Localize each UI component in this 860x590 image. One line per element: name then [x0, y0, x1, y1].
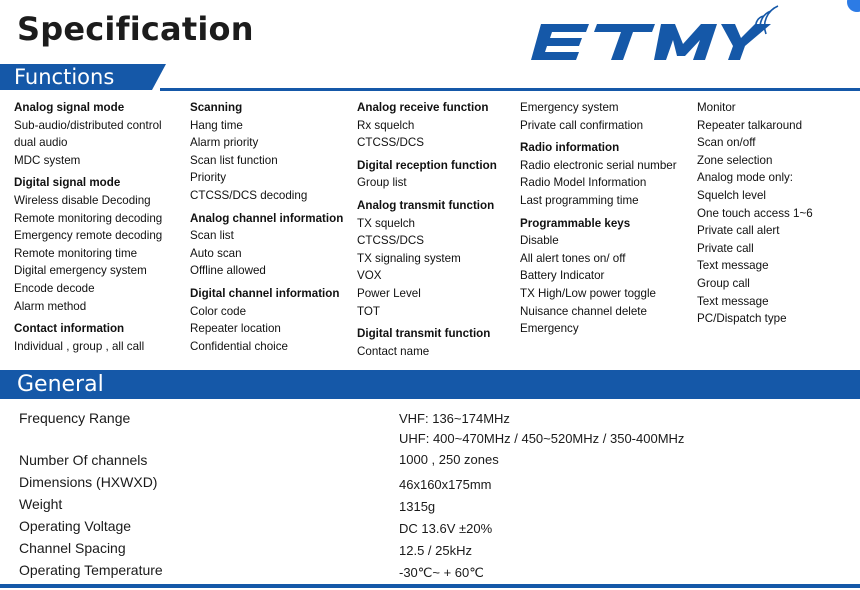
function-item: Scan on/off — [697, 136, 756, 150]
spec-label: Frequency Range — [19, 410, 131, 426]
function-item: Monitor — [697, 101, 736, 114]
function-item: Repeater location — [190, 322, 281, 336]
function-item: Encode decode — [14, 281, 95, 295]
function-item: Emergency — [520, 322, 579, 336]
function-item: Scan list function — [190, 153, 278, 167]
function-item: Private call — [697, 241, 754, 255]
function-item: Squelch level — [697, 188, 766, 202]
functions-column-2 — [190, 99, 343, 355]
spec-label: Operating Voltage — [19, 518, 132, 534]
function-item: Rx squelch — [357, 118, 415, 132]
function-item: Group list — [357, 176, 407, 190]
function-item: Remote monitoring decoding — [14, 211, 163, 225]
spec-label: Dimensions (HXWXD) — [19, 474, 158, 490]
spec-label: Channel Spacing — [19, 540, 126, 556]
function-group-heading: Digital signal mode — [14, 176, 121, 190]
general-header — [0, 370, 860, 399]
function-item: dual audio — [14, 136, 68, 150]
function-item: Priority — [190, 171, 227, 185]
spec-label: Number Of channels — [19, 452, 148, 468]
spec-value: 1000 , 250 zones — [399, 452, 499, 467]
spec-label: Operating Temperature — [19, 562, 163, 578]
function-item: One touch access 1~6 — [697, 206, 813, 220]
spec-value: -30℃~ + 60℃ — [399, 565, 484, 580]
etmy-logo — [527, 4, 789, 72]
function-group-heading: Contact information — [14, 322, 125, 336]
function-group-heading: Analog signal mode — [14, 101, 125, 114]
function-item: Disable — [520, 234, 559, 248]
spec-value: 1315g — [399, 499, 436, 514]
function-item: Auto scan — [190, 246, 242, 260]
function-item: Last programming time — [520, 193, 639, 207]
function-item: Alarm method — [14, 299, 87, 313]
function-item: TX High/Low power toggle — [520, 286, 656, 300]
function-item: Emergency system — [520, 101, 619, 114]
function-item: Sub-audio/distributed control — [14, 118, 162, 132]
function-item: Color code — [190, 304, 247, 318]
function-item: Scan list — [190, 229, 234, 243]
function-item: Battery Indicator — [520, 269, 605, 283]
function-item: Hang time — [190, 118, 243, 132]
functions-column-1 — [14, 99, 162, 355]
functions-header — [0, 64, 860, 90]
function-item: PC/Dispatch type — [697, 312, 787, 326]
function-item: Repeater talkaround — [697, 118, 803, 132]
function-item: Contact name — [357, 344, 430, 358]
function-group-heading: Scanning — [190, 101, 243, 114]
spec-value: 46x160x175mm — [399, 477, 492, 492]
function-item: Radio electronic serial number — [520, 158, 677, 172]
function-item: MDC system — [14, 153, 81, 167]
function-item: Group call — [697, 276, 750, 290]
function-item: Nuisance channel delete — [520, 304, 647, 318]
spec-value: UHF: 400~470MHz / 450~520MHz / 350-400MHz — [399, 431, 685, 446]
function-item: CTCSS/DCS — [357, 234, 424, 248]
function-item: All alert tones on/ off — [520, 251, 626, 265]
functions-column-4 — [520, 99, 677, 338]
function-item: TX squelch — [357, 216, 415, 230]
function-group-heading: Analog channel information — [190, 211, 344, 225]
function-item: CTCSS/DCS — [357, 136, 424, 150]
function-item: TOT — [357, 304, 380, 318]
functions-column-5 — [697, 99, 813, 328]
function-item: Individual , group , all call — [14, 339, 145, 353]
function-group-heading: Digital reception function — [357, 158, 497, 172]
spec-value: DC 13.6V ±20% — [399, 521, 493, 536]
function-group-heading: Radio information — [520, 141, 620, 155]
function-group-heading: Digital transmit function — [357, 327, 491, 341]
function-item: Confidential choice — [190, 339, 288, 353]
function-group-heading: Analog transmit function — [357, 198, 495, 212]
function-item: TX signaling system — [357, 251, 461, 265]
function-item: Power Level — [357, 286, 421, 300]
function-group-heading: Programmable keys — [520, 216, 631, 230]
function-item: Zone selection — [697, 153, 773, 167]
function-group-heading: Analog receive function — [357, 101, 489, 114]
function-item: Text message — [697, 259, 769, 273]
function-item: Private call alert — [697, 224, 780, 238]
functions-heading: Functions — [14, 65, 115, 89]
spec-label: Weight — [19, 496, 63, 512]
general-heading: General — [17, 372, 104, 397]
function-item: CTCSS/DCS decoding — [190, 188, 308, 202]
corner-badge — [847, 0, 860, 12]
function-item: VOX — [357, 269, 382, 283]
function-item: Alarm priority — [190, 136, 259, 150]
function-item: Text message — [697, 294, 769, 308]
function-item: Private call confirmation — [520, 118, 644, 132]
function-item: Analog mode only: — [697, 171, 794, 185]
function-item: Digital emergency system — [14, 264, 147, 278]
functions-column-3 — [357, 99, 497, 360]
page-title: Specification — [17, 10, 254, 48]
function-item: Emergency remote decoding — [14, 229, 163, 243]
spec-value: VHF: 136~174MHz — [399, 411, 510, 426]
bottom-divider — [0, 584, 860, 588]
spec-value: 12.5 / 25kHz — [399, 543, 472, 558]
function-item: Wireless disable Decoding — [14, 193, 151, 207]
functions-divider — [160, 88, 860, 91]
function-group-heading: Digital channel information — [190, 286, 340, 300]
function-item: Radio Model Information — [520, 176, 647, 190]
function-item: Remote monitoring time — [14, 246, 138, 260]
function-item: Offline allowed — [190, 264, 266, 278]
